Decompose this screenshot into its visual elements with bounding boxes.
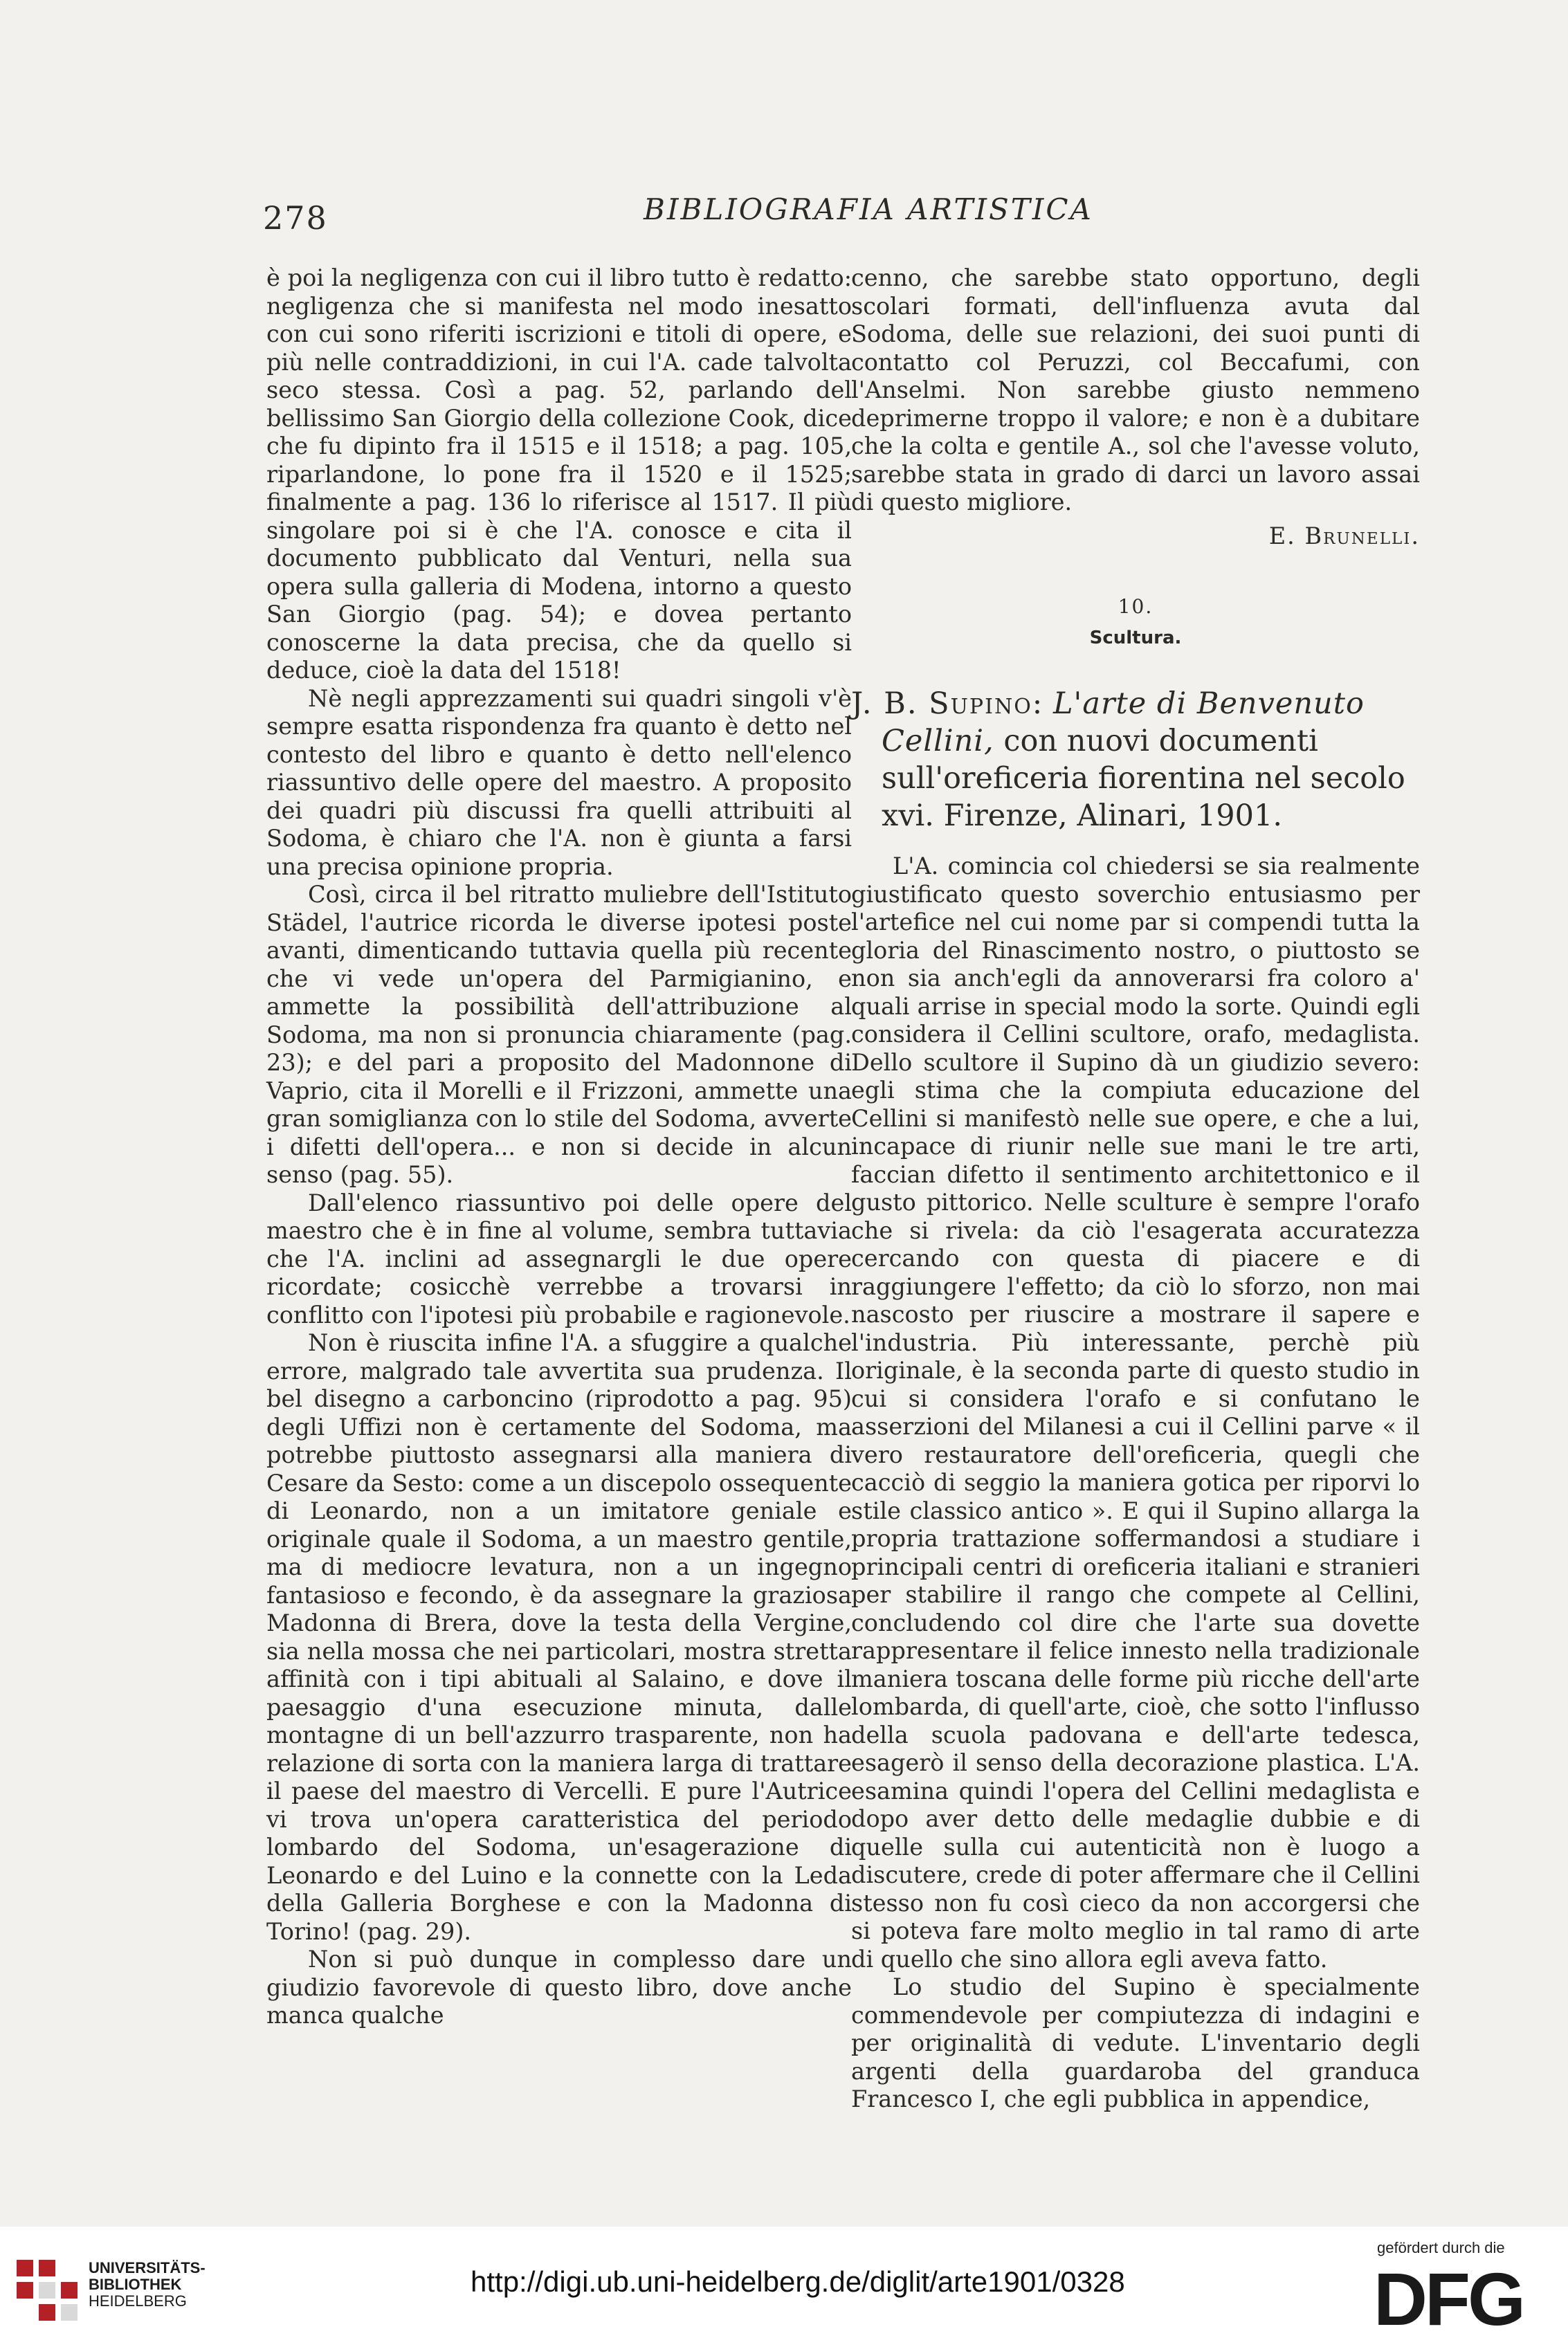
university-library-logo-icon [12,2256,82,2325]
paragraph: Dall'elenco riassuntivo poi delle opere del maestro che è in fine al volume, sembra tuttavia che l'A. inclini ad assegnargli le due opere ricordate; cosicchè verrebbe a trovarsi in conflitto con l'ipotesi più probabile e ragionevole. [266,1189,852,1328]
paragraph: Così, circa il bel ritratto muliebre dell'Istituto Städel, l'autrice ricorda le diverse ipotesi poste avanti, dimenticando tuttavia quella più recente che vi vede un'opera del Parmigianino, e ammette la possibilità dell'attribuzione al Sodoma, ma non si pronuncia chiaramente (pag. 23); e del pari a proposito del Madonnone di Vaprio, cita il Morelli e il Frizzoni, ammette una gran somiglianza con lo stile del Sodoma, avverte i difetti dell'opera... e non si decide in alcun senso (pag. 55). [266,881,852,1188]
left-column [266,264,852,2030]
paragraph: Lo studio del Supino è specialmente commendevole per compiutezza di indagini e per originalità di vedute. L'inventario degli argenti della guardaroba del granduca Francesco I, che egli pubblica in appendice, [851,1973,1420,2112]
entry-author: J. B. Supino: [851,686,1044,721]
section-title: Scultura. [1089,627,1182,648]
entry-details: con nuovi documenti sull'oreficeria fiorentina nel secolo xvi. Firenze, Alinari, 1901. [882,724,1405,833]
bibliography-entry [851,685,1420,834]
permalink-url[interactable]: http://digi.ub.uni-heidelberg.de/diglit/arte1901/0328 [471,2265,1125,2298]
right-column [851,264,1420,2114]
paragraph: cenno, che sarebbe stato opportuno, degli scolari formati, dell'influenza avuta dal Sodoma, delle sue relazioni, dei suoi punti di contatto col Peruzzi, col Beccafumi, con l'Anselmi. Non sarebbe giusto nemmeno deprimerne troppo il valore; e non è a dubitare che la colta e gentile A., sol che l'avesse voluto, sarebbe stata in grado di darci un lavoro assai di questo migliore. [851,264,1420,515]
page-number: 278 [263,199,328,237]
paragraph: è poi la negligenza con cui il libro tutto è redatto: negligenza che si manifesta nel modo inesatto con cui sono riferiti iscrizioni e titoli di opere, e più nelle contraddizioni, in cui l'A. cade talvolta seco stessa. Così a pag. 52, parlando del bellissimo San Giorgio della collezione Cook, dice che fu dipinto fra il 1515 e il 1518; a pag. 105, riparlandone, lo pone fra il 1520 e il 1525; finalmente a pag. 136 lo riferisce al 1517. Il più singolare poi si è che l'A. conosce e cita il documento pubblicato dal Venturi, nella sua opera sulla galleria di Modena, intorno a questo San Giorgio (pag. 54); e dovea pertanto conoscerne la data precisa, che da quello si deduce, cioè la data del 1518! [266,264,852,684]
paragraph: Non si può dunque in complesso dare un giudizio favorevole di questo libro, dove anche manca qualche [266,1946,852,2029]
page-header [263,185,1439,237]
library-name: UNIVERSITÄTS- BIBLIOTHEK HEIDELBERG [89,2259,206,2310]
paragraph: Non è riuscita infine l'A. a sfuggire a qualche errore, malgrado tale avvertita sua prudenza. Il bel disegno a carboncino (riprodotto a pag. 95) degli Uffizi non è certamente del Sodoma, ma potrebbe piuttosto assegnarsi alla maniera di Cesare da Sesto: come a un discepolo ossequente di Leonardo, non a un imitatore geniale e originale quale il Sodoma, a un maestro gentile, ma di mediocre levatura, non a un ingegno fantasioso e fecondo, è da assegnare la graziosa Madonna di Brera, dove la testa della Vergine, sia nella mossa che nei particolari, mostra stretta affinità con i tipi abituali al Salaino, e dove il paesaggio d'una esecuzione minuta, dalle montagne di un bell'azzurro trasparente, non ha relazione di sorta con la maniera larga di trattare il paese del maestro di Vercelli. E pure l'Autrice vi trova un'opera caratteristica del periodo lombardo del Sodoma, un'esagerazione di Leonardo e del Luino e la connette con la Leda della Galleria Borghese e con la Madonna di Torino! (pag. 29). [266,1329,852,1945]
dfg-logo: DFG [1374,2257,1523,2341]
entry-title: L'arte di Benvenuto Cellini, [882,686,1365,758]
paragraph: L'A. comincia col chiedersi se sia realmente giustificato questo soverchio entusiasmo per l'artefice nel cui nome par si compendi tutta la gloria del Rinascimento nostro, o piuttosto se non sia anch'egli da annoverarsi fra coloro a' quali arrise in special modo la sorte. Quindi egli considera il Cellini scultore, orafo, medaglista. Dello scultore il Supino dà un giudizio severo: egli stima che la compiuta educazione del Cellini si manifestò nelle sue opere, e che a lui, incapace di riunir nelle sue mani le tre arti, faccian difetto il sentimento architettonico e il gusto pittorico. Nelle sculture è sempre l'orafo che si rivela: da ciò l'esagerata accuratezza cercando con questa di piacere e di raggiungere l'effetto; da ciò lo sforzo, non mai nascosto per riuscire a mostrare il sapere e l'industria. Più interessante, perchè più originale, è la seconda parte di questo studio in cui si considera l'orafo e si confutano le asserzioni del Milanesi a cui il Cellini parve « il vero restauratore dell'oreficeria, quegli che cacciò di seggio la maniera gotica per riporvi lo stile classico antico ». E qui il Supino allarga la propria trattazione soffermandosi a studiare i principali centri di oreficeria italiani e stranieri per stabilire il rango che compete al Cellini, concludendo col dire che l'arte sua dovette rappresentare il felice innesto nella tradizionale maniera toscana delle forme più ricche dell'arte lombarda, di quell'arte, cioè, che sotto l'influsso della scuola padovana e dell'arte tedesca, esagerò il senso della decorazione plastica. L'A. esamina quindi l'opera del Cellini medaglista e dopo aver detto delle medaglie dubbie e di quelle sulla cui autenticità non è luogo a discutere, crede di poter affermare che il Cellini stesso non fu così cieco da non accorgersi che si poteva fare molto meglio in tal ramo di arte di quello che sino allora egli aveva fatto. [851,852,1420,1973]
running-title: BIBLIOGRAFIA ARTISTICA [644,192,1093,226]
section-number: 10. [1118,595,1154,618]
paragraph: Nè negli apprezzamenti sui quadri singoli v'è sempre esatta rispondenza fra quanto è detto nel contesto del libro e quanto è detto nell'elenco riassuntivo delle opere del maestro. A proposito dei quadri più discussi fra quelli attribuiti al Sodoma, è chiaro che l'A. non è giunta a farsi una precisa opinione propria. [266,684,852,880]
author-signature: E. Brunelli. [1268,522,1420,549]
footer-bar [0,2227,1568,2347]
funding-note: gefördert durch die [1377,2239,1505,2256]
